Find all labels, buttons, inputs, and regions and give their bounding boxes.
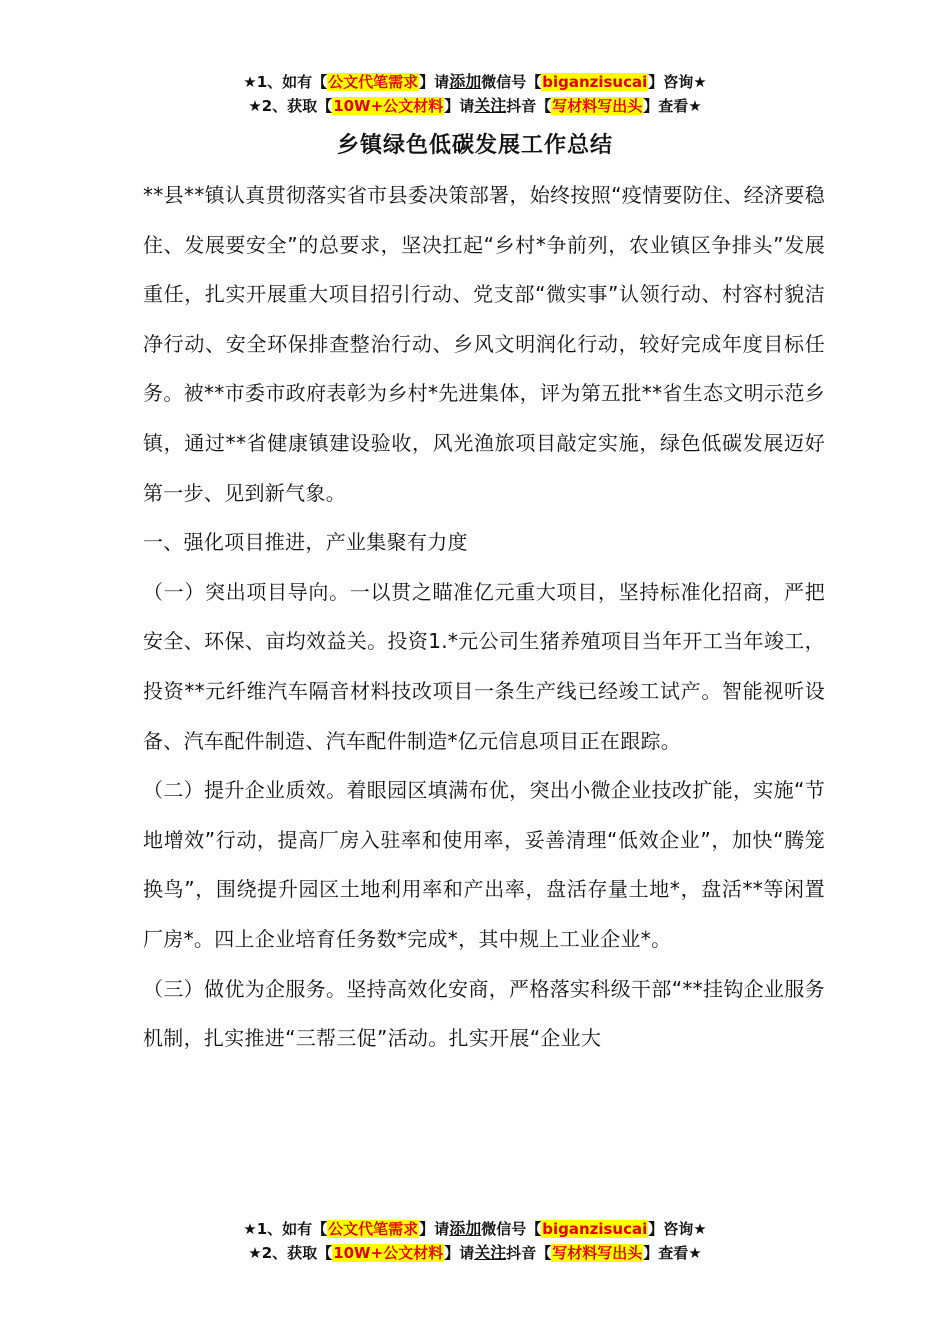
promo-underline: 关注 (474, 1243, 507, 1262)
promo-line-1 (0, 1217, 950, 1241)
promo-highlight-wechat: biganzisucai (542, 73, 648, 91)
promo-text: 】查看★ (643, 97, 702, 115)
promo-text: 微信号【 (481, 73, 542, 91)
promo-text: 】请 (444, 1244, 475, 1262)
promo-highlight-douyin: 写材料写出头 (552, 1244, 643, 1262)
promo-text: 】请 (419, 1220, 450, 1238)
promo-line-2 (0, 1241, 950, 1265)
promo-text: 】咨询★ (648, 1220, 707, 1238)
body-paragraph-1-2: （二）提升企业质效。着眼园区填满布优，突出小微企业技改扩能，实施“节地增效”行动，提高厂房入驻率和使用率，妥善清理“低效企业”，加快“腾笼换鸟”，围绕提升园区土地利用率和产出率，盘活存量土地*，盘活**等闲置厂房*。四上企业培育任务数*完成*，其中规上工业企业*。 (143, 778, 825, 951)
promo-text: ★2、获取【 (248, 1244, 333, 1262)
promo-highlight: 公文代笔需求 (328, 73, 419, 91)
promo-text: 】请 (444, 97, 475, 115)
promo-highlight-wechat: biganzisucai (542, 1220, 648, 1238)
promo-banner-bottom (0, 1217, 950, 1265)
document-title: 乡镇绿色低碳发展工作总结 (336, 133, 613, 158)
promo-underline: 关注 (474, 96, 507, 115)
promo-underline: 添加 (449, 1219, 482, 1238)
promo-text: ★2、获取【 (248, 97, 333, 115)
promo-highlight: 公文代笔需求 (328, 1220, 419, 1238)
body-paragraph-1-3: （三）做优为企服务。坚持高效化安商，严格落实科级干部“**挂钩企业服务机制，扎实推进“三帮三促”活动。扎实开展“企业大 (143, 976, 825, 1051)
promo-line-2 (0, 94, 950, 118)
promo-text: 】咨询★ (648, 73, 707, 91)
promo-highlight: 10W+公文材料 (333, 1244, 444, 1262)
promo-text: 】查看★ (643, 1244, 702, 1262)
promo-text: 微信号【 (481, 1220, 542, 1238)
body-paragraph-1-1: （一）突出项目导向。一以贯之瞄准亿元重大项目，坚持标准化招商，严把安全、环保、亩均效益关。投资1.*元公司生猪养殖项目当年开工当年竣工，投资**元纤维汽车隔音材料技改项目一条生产线已经竣工试产。智能视听设备、汽车配件制造、汽车配件制造*亿元信息项目正在跟踪。 (143, 579, 825, 753)
body-paragraph-intro: **县**镇认真贯彻落实省市县委决策部署，始终按照“疫情要防住、经济要稳住、发展要安全”的总要求，坚决扛起“乡村*争前列，农业镇区争排头”发展重任，扎实开展重大项目招引行动、党支部“微实事”认领行动、村容村貌洁净行动、安全环保排查整治行动、乡风文明润化行动，较好完成年度目标任务。被**市委市政府表彰为乡村*先进集体，评为第五批**省生态文明示范乡镇，通过**省健康镇建设验收，风光渔旅项目敲定实施，绿色低碳发展迈好第一步、见到新气象。 (143, 183, 825, 505)
promo-text: 抖音【 (506, 1244, 552, 1262)
promo-text: ★1、如有【 (243, 73, 328, 91)
promo-underline: 添加 (449, 72, 482, 91)
promo-text: ★1、如有【 (243, 1220, 328, 1238)
promo-line-1 (0, 70, 950, 94)
promo-text: 抖音【 (506, 97, 552, 115)
promo-banner-top (0, 70, 950, 118)
promo-highlight: 10W+公文材料 (333, 97, 444, 115)
promo-highlight-douyin: 写材料写出头 (552, 97, 643, 115)
promo-text: 】请 (419, 73, 450, 91)
document-body (143, 171, 825, 1064)
section-heading-1: 一、强化项目推进，产业集聚有力度 (143, 530, 468, 555)
